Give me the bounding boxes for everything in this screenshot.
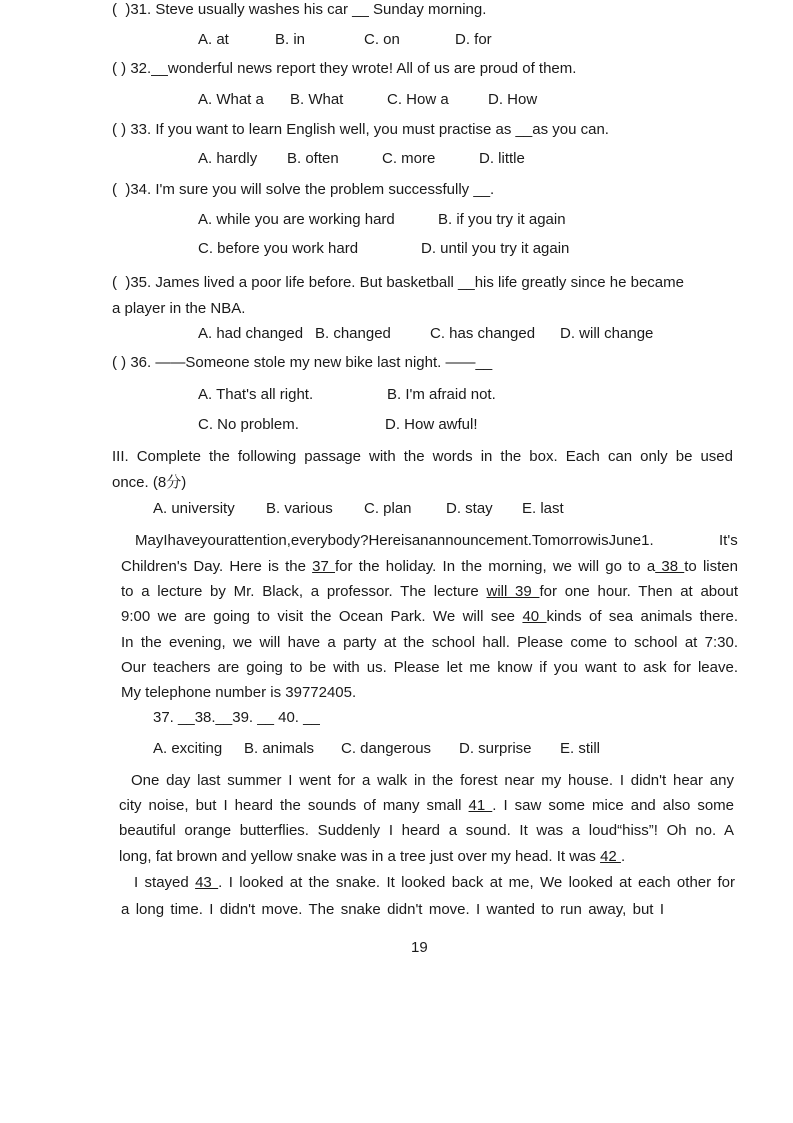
text: city noise, but I heard the sounds of many small — [119, 797, 469, 814]
passage1-line: My telephone number is 39772405. — [121, 684, 357, 701]
passage1-line: Our teachers are going to be with us. Please let me know if you want to ask for leave. — [121, 659, 738, 676]
question-text: wonderful news report they wrote! All of us are proud of them. — [167, 60, 577, 77]
question-text: Sunday morning. — [368, 1, 487, 18]
question-34 — [112, 180, 494, 200]
passage2-line: One day last summer I went for a walk in the forest near my house. I didn't hear any — [131, 772, 734, 789]
option-c: C. more — [382, 150, 436, 167]
passage1-line — [121, 557, 738, 577]
passage1-line — [121, 607, 738, 627]
options-33 — [198, 149, 525, 169]
option-d: D. How awful! — [385, 416, 478, 433]
answer-line: 37. __38.__39. __ 40. __ — [153, 709, 320, 726]
question-35-line1 — [112, 273, 734, 293]
option-c: C. on — [364, 31, 400, 48]
text: kinds of sea animals there. — [546, 608, 738, 625]
text: . I looked at the snake. It looked back at me, We looked at each other for — [218, 874, 735, 891]
options-36-row2 — [198, 415, 478, 435]
question-32 — [112, 59, 576, 79]
question-35-line2: a player in the NBA. — [112, 300, 246, 317]
options-34-row2 — [198, 239, 569, 259]
options-32 — [198, 90, 537, 110]
option-b: B. changed — [315, 325, 391, 342]
blank-42: 42 — [600, 848, 621, 865]
word-box-1 — [153, 499, 564, 519]
passage2-line: a long time. I didn't move. The snake didn't move. I wanted to run away, but I — [121, 901, 664, 918]
option-a: A. had changed — [198, 325, 304, 342]
option-a: A. That's all right. — [198, 386, 314, 403]
text: . — [620, 848, 626, 865]
paren-close: ) — [121, 60, 127, 77]
text: Children's Day. Here is the — [121, 558, 313, 575]
blank-41: 41 — [468, 797, 493, 814]
options-35 — [198, 324, 653, 344]
answer-blank: __ — [473, 181, 491, 198]
section-heading: III. Complete the following passage with the words in the box. Each can only be used — [112, 448, 733, 465]
options-31 — [198, 30, 492, 50]
blank-43: 43 — [195, 874, 219, 891]
option-b: B. if you try it again — [438, 211, 566, 228]
passage2-line: beautiful orange butterflies. Suddenly I heard a sound. It was a loud“hiss”! Oh no. A — [119, 822, 734, 839]
word-option: A. university — [153, 500, 235, 517]
question-33 — [112, 120, 609, 140]
options-36-row1 — [198, 385, 496, 405]
option-a: A. at — [198, 31, 229, 48]
question-text: as you can. — [532, 121, 609, 138]
passage2-line — [134, 873, 735, 893]
passage1-line: In the evening, we will have a party at the school hall. Please come to school at 7:30. — [121, 634, 738, 651]
options-34-row1 — [198, 210, 566, 230]
paren-open: ( — [112, 60, 117, 77]
word-option: B. animals — [244, 740, 315, 757]
blank-39: will 39 — [486, 583, 540, 600]
word-option: D. surprise — [459, 740, 532, 757]
text: long, fat brown and yellow snake was in a tree just over my head. It was — [119, 848, 601, 865]
paren-close: ) — [125, 181, 131, 198]
answer-blank: __ — [515, 121, 533, 138]
question-text: 32. — [130, 60, 152, 77]
word-option: C. dangerous — [341, 740, 432, 757]
page-number: 19 — [411, 939, 428, 956]
paren-close: ) — [121, 121, 127, 138]
option-d: D. until you try it again — [421, 240, 570, 257]
question-text: 33. If you want to learn English well, you must practise as — [130, 121, 516, 138]
passage1-line — [121, 582, 738, 602]
text: I stayed — [134, 874, 196, 891]
paren-close: ) — [125, 1, 131, 18]
option-d: D. will change — [560, 325, 654, 342]
option-c: C. before you work hard — [198, 240, 359, 257]
question-text: 35. James lived a poor life before. But basketball __his life greatly since he became — [130, 274, 684, 291]
option-a: A. hardly — [198, 150, 258, 167]
text: 9:00 we are going to visit the Ocean Park. We will see — [121, 608, 523, 625]
word-option: B. various — [266, 500, 333, 517]
text: to listen — [684, 558, 738, 575]
option-c: C. has changed — [430, 325, 536, 342]
paren-open: ( — [112, 121, 117, 138]
passage2-line — [119, 796, 734, 816]
passage1-line: It's — [719, 532, 738, 549]
option-a: A. while you are working hard — [198, 211, 395, 228]
answer-blank: __ — [352, 1, 369, 18]
text: . I saw some mice and also some — [492, 797, 735, 814]
text: to a lecture by Mr. Black, a professor. The lecture — [121, 583, 487, 600]
option-b: B. What — [290, 91, 344, 108]
option-b: B. in — [275, 31, 306, 48]
text: for the holiday. In the morning, we will go to a — [335, 558, 656, 575]
question-text: . — [490, 181, 495, 198]
word-option: E. last — [522, 500, 564, 517]
option-c: C. How a — [387, 91, 449, 108]
question-text: 31. Steve usually washes his car — [130, 1, 353, 18]
paren-close: ) — [125, 274, 131, 291]
blank-38: 38 — [655, 558, 685, 575]
word-option: D. stay — [446, 500, 493, 517]
option-b: B. often — [287, 150, 339, 167]
option-c: C. No problem. — [198, 416, 299, 433]
word-option: E. still — [560, 740, 601, 757]
paren-open: ( — [112, 274, 117, 291]
question-36: ( ) 36. ——Someone stole my new bike last night. ——__ — [112, 354, 493, 371]
paren-open: ( — [112, 1, 117, 18]
text: for one hour. Then at about — [539, 583, 738, 600]
passage2-line — [119, 847, 625, 867]
word-option: A. exciting — [153, 740, 223, 757]
question-31 — [112, 0, 486, 20]
option-b: B. I'm afraid not. — [387, 386, 496, 403]
blank-40: 40 — [522, 608, 547, 625]
blank-37: 37 — [312, 558, 336, 575]
option-d: D. for — [455, 31, 492, 48]
passage1-line: MayIhaveyourattention,everybody?Hereisanannouncement.TomorrowisJune1. — [135, 532, 654, 549]
word-box-2 — [153, 739, 600, 759]
word-option: C. plan — [364, 500, 412, 517]
answer-blank: __ — [151, 60, 168, 77]
question-text: 34. I'm sure you will solve the problem successfully — [130, 181, 474, 198]
paren-open: ( — [112, 181, 117, 198]
option-d: D. How — [488, 91, 538, 108]
option-a: A. What a — [198, 91, 264, 108]
option-d: D. little — [479, 150, 525, 167]
section-heading-line2: once. (8分) — [112, 474, 187, 491]
